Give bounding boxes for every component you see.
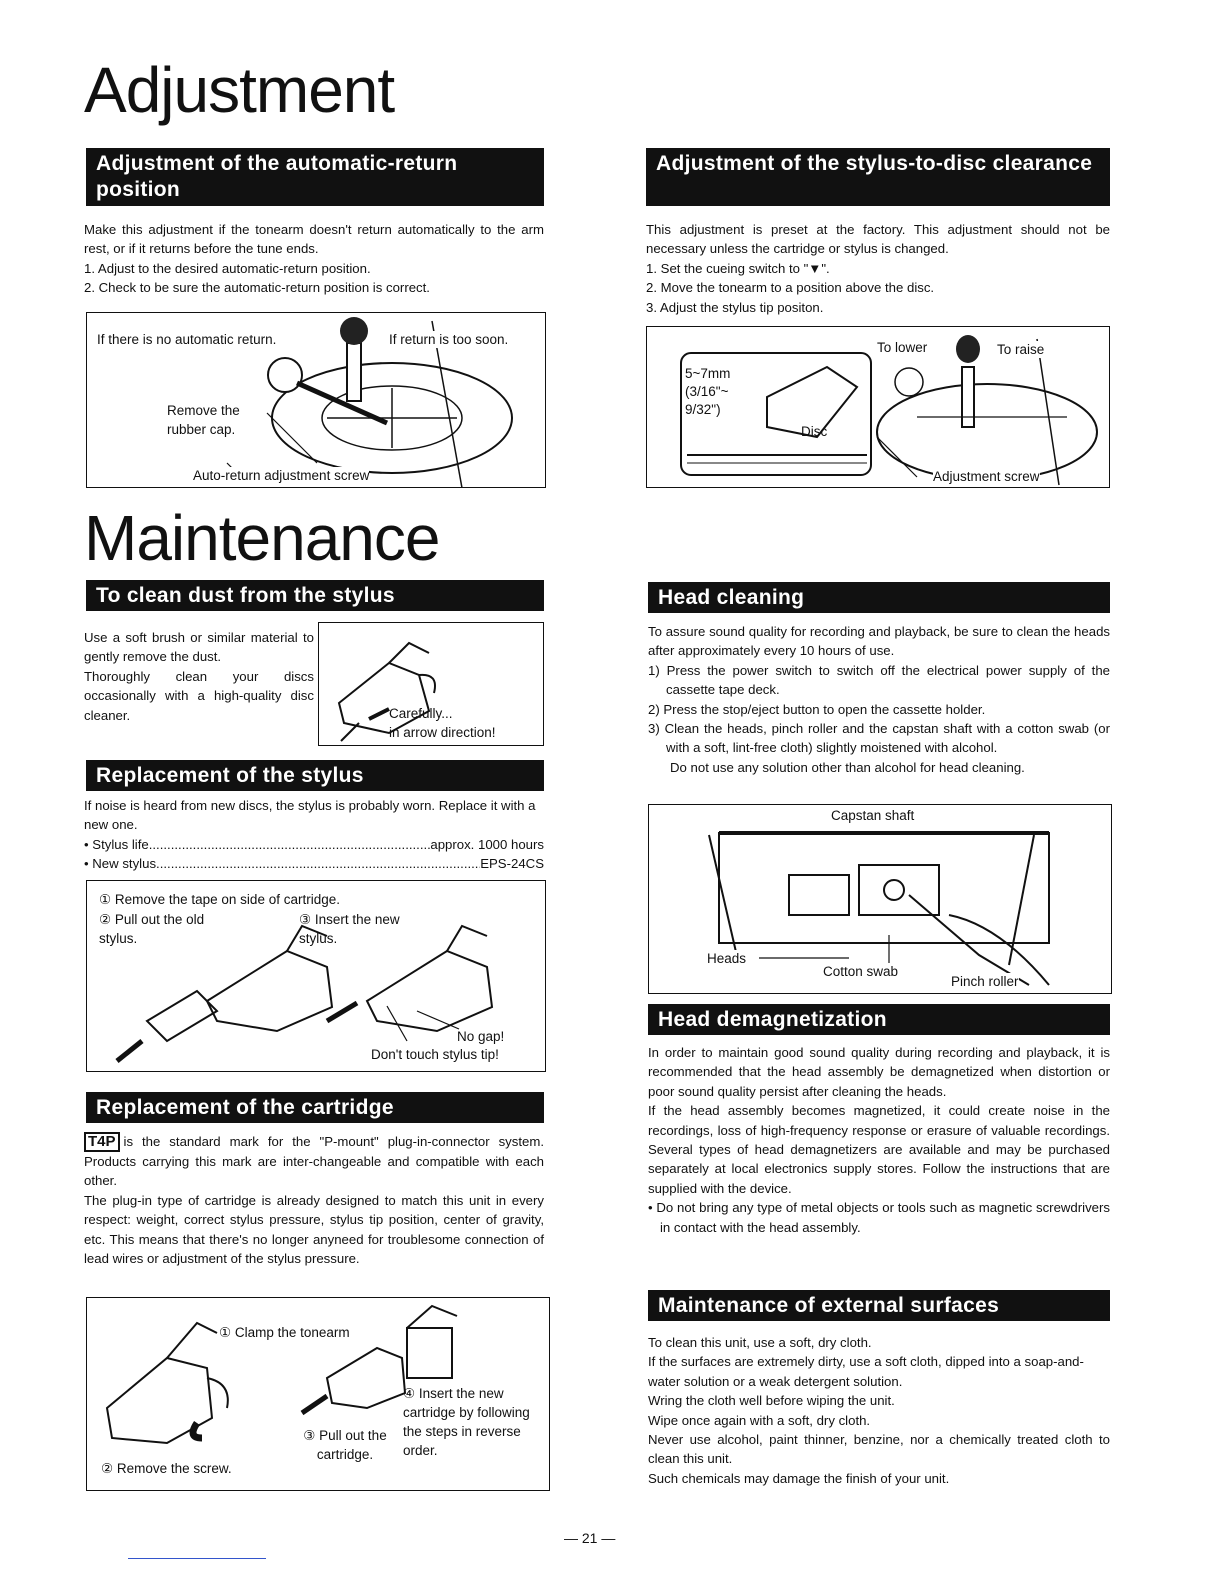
external-line-5: Never use alcohol, paint thinner, benzine, nor a chemically treated cloth to clean this unit. [648, 1432, 1110, 1467]
external-line-3: Wring the cloth well before wiping the unit. [648, 1393, 895, 1409]
cartridge-text-1-body: is the standard mark for the "P-mount" plug-in-connector system. Products carrying this mark are inter-changeable and compatible with each other. [84, 1134, 544, 1189]
remove-screw-label: ② Remove the screw. [101, 1461, 232, 1476]
head-cleaning-text [648, 622, 1110, 777]
adjustment-title: Adjustment [84, 54, 395, 126]
insert-label: ④ Insert the new cartridge by following the steps in reverse order. [403, 1386, 530, 1458]
arrow-direction-label: in arrow direction! [389, 725, 496, 740]
external-line-6: Such chemicals may damage the finish of your unit. [648, 1470, 950, 1486]
head-cleaning-note: Do not use any solution other than alcohol for head cleaning. [670, 759, 1025, 775]
maintenance-title: Maintenance [84, 502, 440, 574]
footer-rule [128, 1558, 266, 1559]
cartridge-text-1 [84, 1132, 544, 1191]
external-line-1: To clean this unit, use a soft, dry cloth. [648, 1335, 872, 1350]
head-cleaning-intro: To assure sound quality for recording and playback, be sure to clean the heads after approximately every 10 hours of use. [648, 624, 1110, 659]
stylus-text [84, 796, 544, 874]
no-return-label: If there is no automatic return. [97, 332, 277, 347]
pinch-roller-label: Pinch roller [951, 974, 1019, 989]
demag-text-1: In order to maintain good sound quality during recording and playback, it is recommended that the head assembly be demagnetized when distortion or poor sound quality persist after cleaning the heads. [648, 1045, 1110, 1099]
head-cleaning-step-2: 2) Press the stop/eject button to open the cassette holder. [648, 701, 986, 717]
new-stylus-label: • New stylus [84, 856, 157, 872]
cartridge-heading: Replacement of the cartridge [86, 1092, 544, 1123]
auto-return-step-2: 2. Check to be sure the automatic-return position is correct. [84, 280, 430, 296]
stylus-step-3: ③ Insert the new stylus. [299, 912, 400, 946]
too-soon-label: If return is too soon. [389, 332, 509, 347]
dust-text-2: Thoroughly clean your discs occasionally with a high-quality disc cleaner. [84, 668, 314, 723]
adjustment-screw-label: Adjustment screw [933, 469, 1040, 484]
capstan-label: Capstan shaft [831, 808, 915, 823]
demag-text-2: If the head assembly becomes magnetized, it could create noise in the recordings, loss of high-frequency response or erasure of valuable recordings. Several types of head demagnetizers are available and may be purchased separately at local electronics supply stores. Follow the instructions that are supplied with the device. [648, 1103, 1110, 1196]
auto-return-heading: Adjustment of the automatic-return position [86, 148, 544, 206]
stylus-life-leader [149, 835, 431, 854]
stylus-life-row [84, 835, 544, 854]
cartridge-text [84, 1132, 544, 1268]
clearance-step-2: 2. Move the tonearm to a position above the disc. [646, 280, 935, 296]
cartridge-text-2: The plug-in type of cartridge is already designed to match this unit in every respect: weight, correct stylus pressure, stylus tip position, center of gravity, etc. This means that there's no longer anyneed for troublesome connection of lead wires or adjustment of the stylus pressure. [84, 1192, 544, 1267]
cartridge-figure [86, 1297, 550, 1491]
clearance-text [646, 220, 1110, 317]
clearance-figure [646, 326, 1110, 488]
clamp-label: ① Clamp the tonearm [219, 1325, 350, 1340]
auto-return-figure [86, 312, 546, 488]
clearance-step-1: 1. Set the cueing switch to "▼". [646, 260, 830, 276]
dust-text [84, 628, 314, 725]
carefully-label: Carefully... [389, 706, 453, 721]
stylus-figure [86, 880, 546, 1072]
to-lower-label: To lower [877, 340, 928, 355]
t4p-mark-icon: T4P [84, 1132, 120, 1152]
auto-return-intro: Make this adjustment if the tonearm doesn't return automatically to the arm rest, or if it returns before the tune ends. [84, 222, 544, 257]
dust-figure [318, 622, 544, 746]
stylus-step-2: ② Pull out the old stylus. [99, 912, 205, 946]
new-stylus-leader [156, 854, 480, 873]
demag-text [648, 1043, 1110, 1237]
demag-bullet: • Do not bring any type of metal objects or tools such as magnetic screwdrivers in contact with the head assembly. [648, 1200, 1110, 1235]
auto-return-screw-label: Auto-return adjustment screw [193, 468, 370, 483]
stylus-step-1: ① Remove the tape on side of cartridge. [99, 892, 340, 907]
cotton-swab-label: Cotton swab [823, 964, 899, 979]
head-cleaning-figure [648, 804, 1112, 994]
clearance-intro: This adjustment is preset at the factory. This adjustment should not be necessary unless the cartridge or stylus is changed. [646, 222, 1110, 257]
new-stylus-row [84, 854, 544, 873]
pull-out-label: ③ Pull out the cartridge. [303, 1428, 387, 1462]
new-stylus-value: EPS-24CS [480, 856, 544, 872]
no-gap-label: No gap! [457, 1029, 505, 1044]
stylus-intro: If noise is heard from new discs, the stylus is probably worn. Replace it with a new one. [84, 798, 536, 833]
page-number: — 21 — [564, 1530, 616, 1546]
dust-text-1: Use a soft brush or similar material to gently remove the dust. [84, 630, 314, 665]
stylus-heading: Replacement of the stylus [86, 760, 544, 791]
external-text [648, 1333, 1110, 1488]
head-cleaning-step-1: 1) Press the power switch to switch off the electrical power supply of the cassette tape deck. [648, 662, 1110, 698]
head-cleaning-step-3: 3) Clean the heads, pinch roller and the capstan shaft with a cotton swab (or with a soft, lint-free cloth) slightly moistened with alcohol. [648, 721, 1110, 756]
external-line-2: If the surfaces are extremely dirty, use a soft cloth, dipped into a soap-and-water solution or a weak detergent solution. [648, 1354, 1084, 1389]
dont-touch-label: Don't touch stylus tip! [371, 1047, 499, 1062]
stylus-life-value: approx. 1000 hours [430, 836, 544, 852]
head-cleaning-heading: Head cleaning [648, 582, 1110, 613]
dust-heading: To clean dust from the stylus [86, 580, 544, 611]
remove-cap-label: Remove the rubber cap. [167, 403, 240, 437]
external-line-4: Wipe once again with a soft, dry cloth. [648, 1412, 871, 1428]
clearance-heading: Adjustment of the stylus-to-disc clearance [646, 148, 1110, 206]
heads-label: Heads [707, 951, 747, 966]
auto-return-text [84, 220, 544, 298]
disc-label: Disc [801, 424, 828, 439]
demag-heading: Head demagnetization [648, 1004, 1110, 1035]
auto-return-step-1: 1. Adjust to the desired automatic-return position. [84, 260, 371, 276]
clearance-measure-label: 5~7mm (3/16"~ 9/32") [685, 365, 747, 419]
to-raise-label: To raise [997, 342, 1045, 357]
clearance-step-3: 3. Adjust the stylus tip positon. [646, 299, 824, 315]
external-heading: Maintenance of external surfaces [648, 1290, 1110, 1321]
stylus-life-label: • Stylus life [84, 836, 149, 852]
